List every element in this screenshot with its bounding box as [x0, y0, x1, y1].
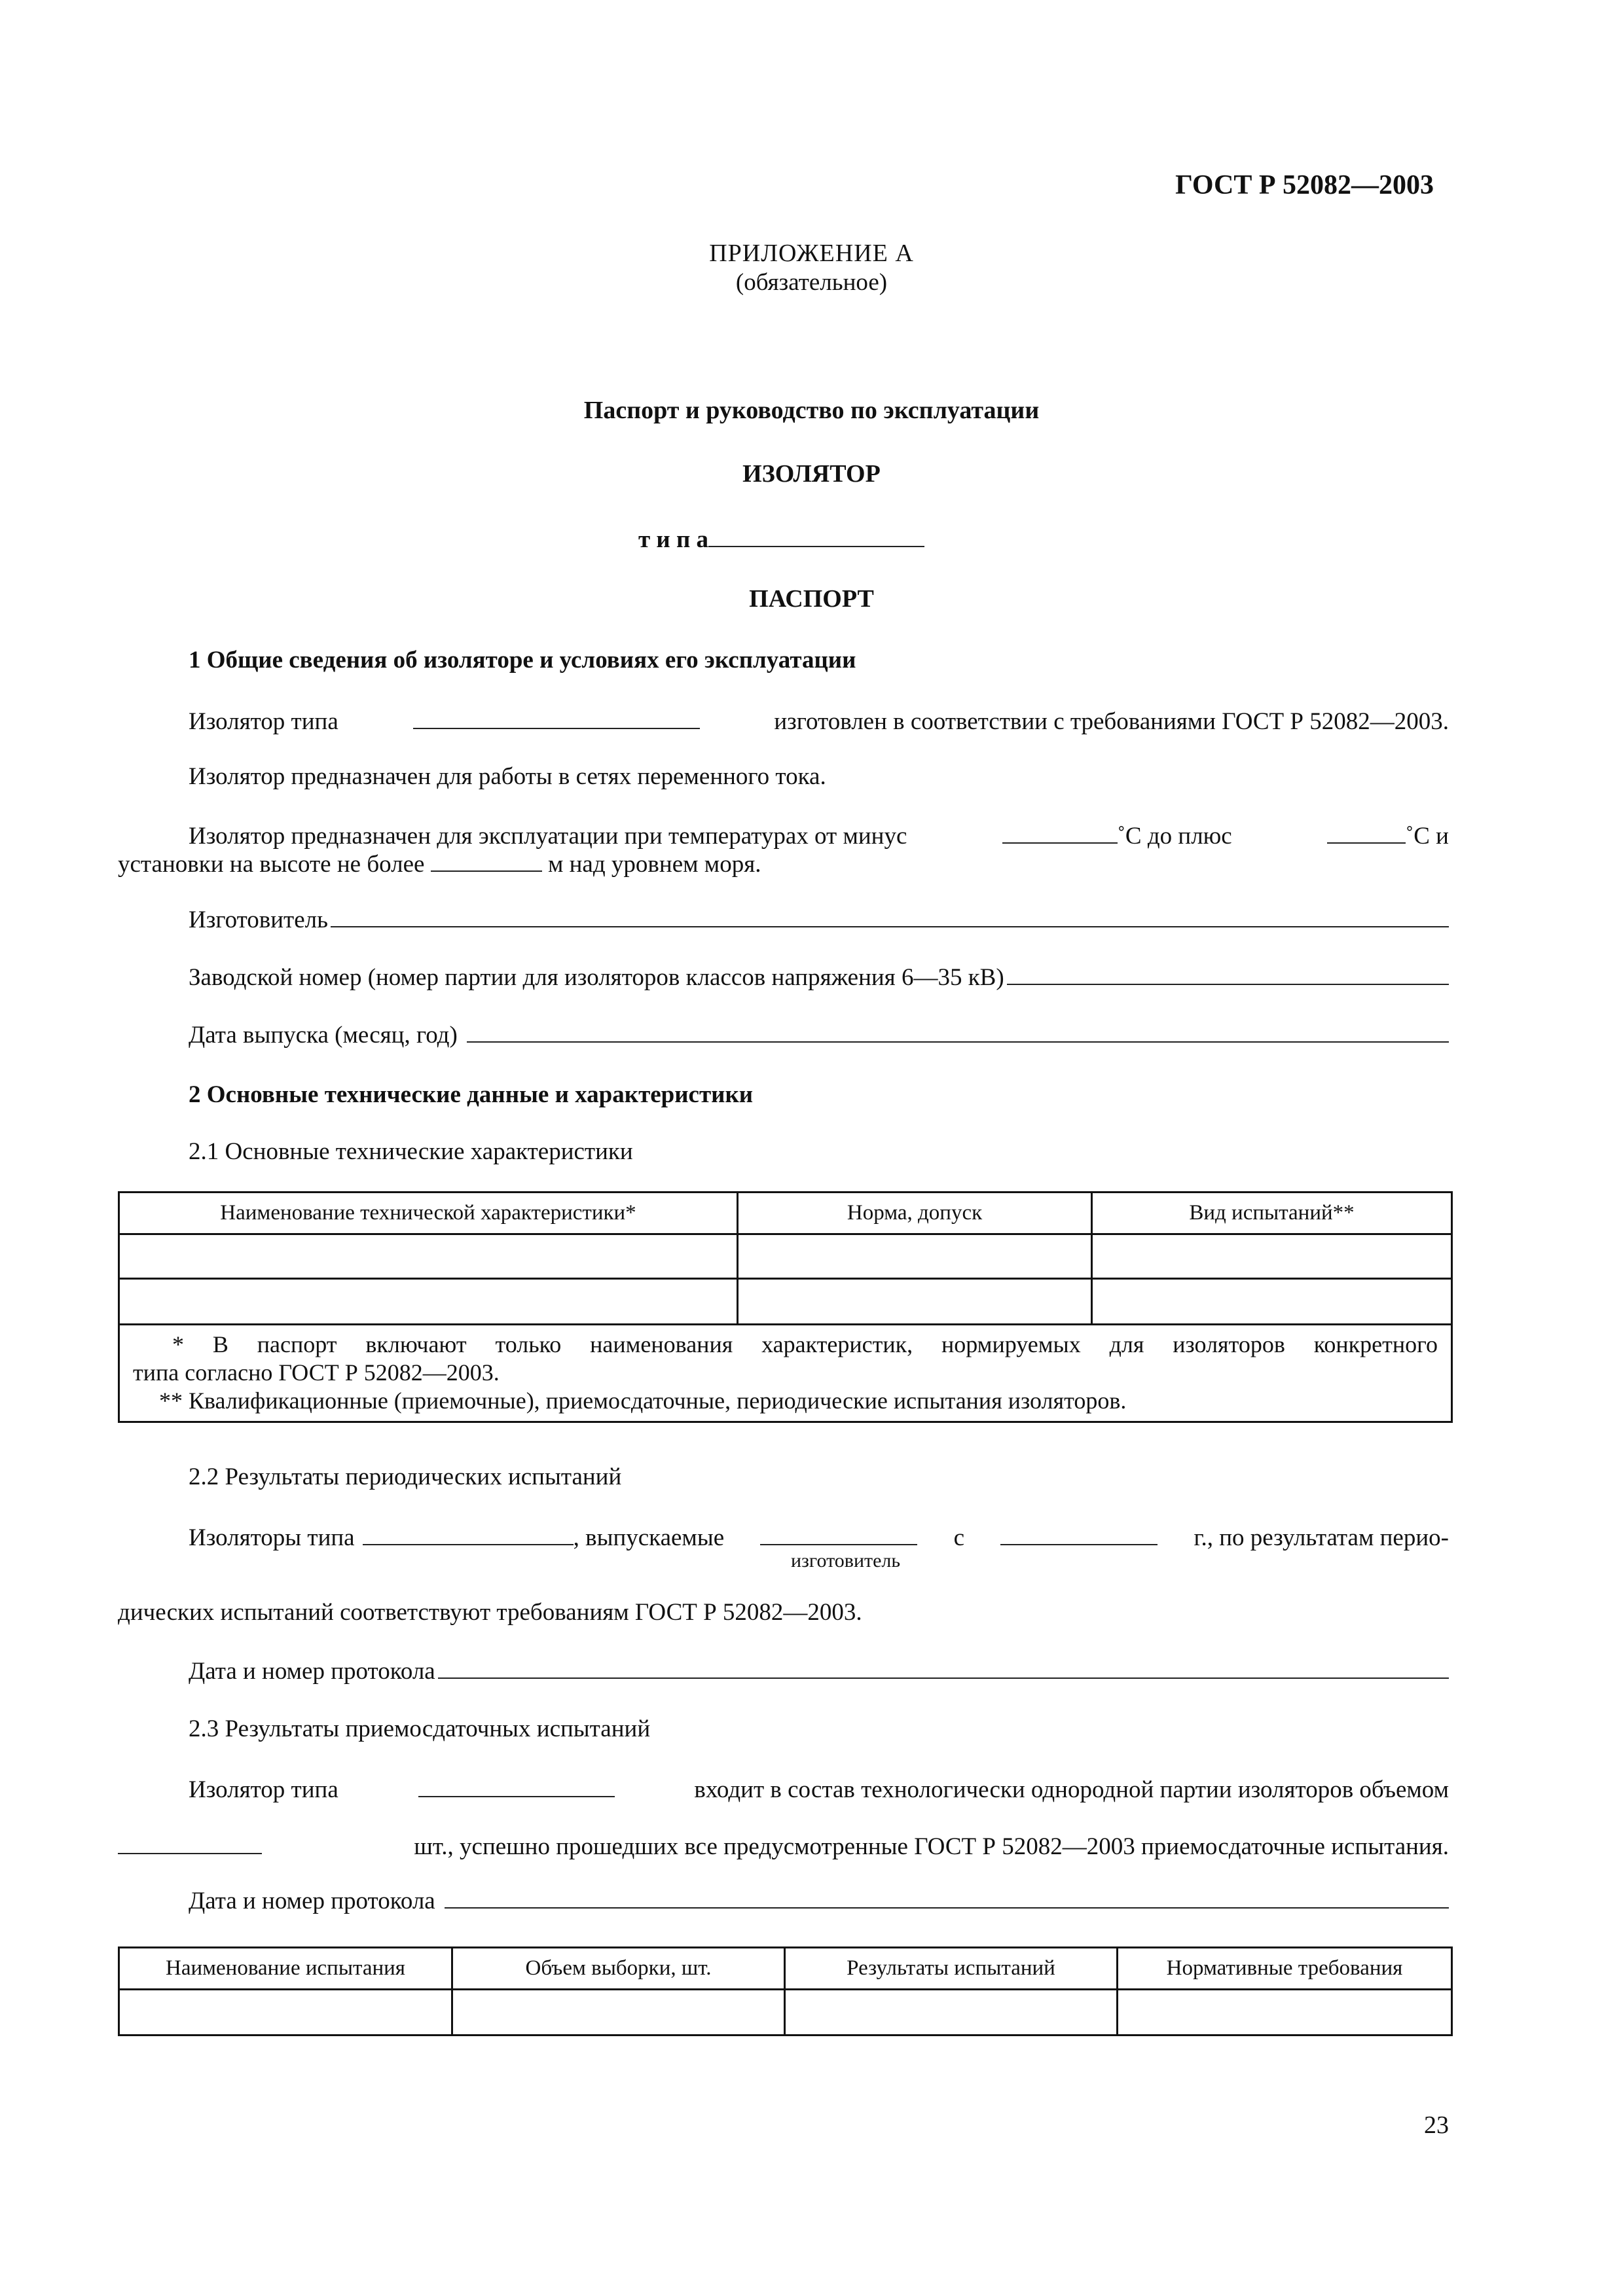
section1-paragraph2: Изолятор предназначен для работы в сетях переменного тока.: [189, 763, 826, 790]
table-header-cell: Наименование технической характеристики*: [119, 1193, 738, 1234]
section1-paragraph3-line1: [189, 820, 1449, 851]
since-date-blank[interactable]: [1000, 1522, 1158, 1545]
periodic-tests-line1: [189, 1522, 1449, 1552]
table-cell[interactable]: [119, 1279, 738, 1325]
technical-characteristics-table: [118, 1191, 1453, 1423]
p3-text-e: м над уровнем моря.: [547, 851, 761, 878]
product-name: ИЗОЛЯТОР: [742, 460, 881, 488]
temp-max-group: [1327, 820, 1449, 851]
temp-min-blank[interactable]: [1002, 820, 1118, 844]
temp-min-group: [1002, 820, 1232, 851]
manufacturer-field: [189, 906, 1449, 935]
p3-text-a: Изолятор предназначен для эксплуатации при температурах от минус: [189, 823, 907, 850]
section1-paragraph1: [189, 706, 1449, 736]
serial-number-field: [189, 963, 1449, 992]
table-cell[interactable]: [119, 1990, 452, 2036]
appendix-status: (обязательное): [735, 269, 888, 296]
p22-text-a: Изоляторы типа: [189, 1524, 355, 1551]
table-header-cell: Наименование испытания: [119, 1948, 452, 1990]
p22-text-d: г., по результатам перио-: [1194, 1524, 1449, 1551]
serial-number-label: Заводской номер (номер партии для изоляторов классов напряжения 6—35 кВ): [189, 964, 1004, 991]
release-date-label: Дата выпуска (месяц, год): [189, 1022, 458, 1049]
release-date-blank[interactable]: [467, 1022, 1449, 1043]
p3-text-d: установки на высоте не более: [118, 851, 425, 878]
serial-number-blank[interactable]: [1007, 964, 1449, 985]
table-header-cell: Нормативные требования: [1118, 1948, 1452, 1990]
manufacturer-label: Изготовитель: [189, 906, 328, 933]
p23-text-b: входит в состав технологически однородной партии изоляторов объемом: [694, 1776, 1449, 1803]
type-label: [638, 524, 924, 554]
manufacturer-blank[interactable]: [331, 906, 1449, 927]
passport-heading: ПАСПОРТ: [749, 585, 874, 613]
periodic-type-group: [189, 1522, 724, 1552]
p23-text-a: Изолятор типа: [189, 1776, 338, 1803]
protocol-blank-2[interactable]: [445, 1888, 1449, 1909]
p1-text-b: изготовлен в соответствии с требованиями ГОСТ Р 52082—2003.: [774, 708, 1449, 735]
table-row: [119, 1990, 1452, 2036]
acceptance-tests-line1: [189, 1774, 1449, 1804]
periodic-tests-line2: дических испытаний соответствуют требованиям ГОСТ Р 52082—2003.: [118, 1599, 862, 1626]
table-footnotes: [119, 1325, 1452, 1422]
footnote-1-line-2: типа согласно ГОСТ Р 52082—2003.: [133, 1359, 500, 1386]
p3-text-c: ˚С и: [1405, 823, 1449, 850]
altitude-blank[interactable]: [431, 848, 542, 872]
manufacturer-name-blank[interactable]: [760, 1522, 917, 1545]
table-cell[interactable]: [738, 1234, 1092, 1279]
table-cell[interactable]: [1092, 1234, 1452, 1279]
document-title: Паспорт и руководство по эксплуатации: [583, 397, 1040, 424]
table-header-row: [119, 1193, 1452, 1234]
protocol-label-2: Дата и номер протокола: [189, 1888, 435, 1914]
protocol-label-1: Дата и номер протокола: [189, 1658, 435, 1685]
batch-size-blank[interactable]: [118, 1831, 262, 1854]
periodic-type-blank[interactable]: [363, 1522, 574, 1545]
appendix-title: ПРИЛОЖЕНИЕ А: [709, 240, 914, 267]
p1-text-a: Изолятор типа: [189, 708, 338, 735]
manufacturer-caption: изготовитель: [791, 1550, 901, 1571]
section1-heading: 1 Общие сведения об изоляторе и условиях его эксплуатации: [189, 647, 856, 673]
table-cell[interactable]: [785, 1990, 1118, 2036]
type-label-text: т и п а: [638, 526, 709, 553]
protocol-field-2: [189, 1887, 1449, 1916]
table-header-cell: Результаты испытаний: [785, 1948, 1118, 1990]
table-header-cell: Норма, допуск: [738, 1193, 1092, 1234]
acceptance-tests-table: [118, 1946, 1453, 2036]
release-date-field: [189, 1021, 1449, 1050]
footnote-1-line-1: * В паспорт включают только наименования характеристик, нормируемых для изоляторов конкретного: [172, 1331, 1438, 1357]
table-row: [119, 1279, 1452, 1325]
subsection-2-2-heading: 2.2 Результаты периодических испытаний: [189, 1463, 622, 1490]
p3-text-b: ˚С до плюс: [1117, 823, 1232, 850]
p23-text-c: шт., успешно прошедших все предусмотренные ГОСТ Р 52082—2003 приемосдаточные испытания.: [414, 1833, 1449, 1860]
table-header-row: [119, 1948, 1452, 1990]
page-number: 23: [1424, 2111, 1449, 2139]
insulator-type-blank[interactable]: [413, 706, 700, 729]
section2-heading: 2 Основные технические данные и характеристики: [189, 1081, 754, 1108]
table-row: [119, 1234, 1452, 1279]
p22-text-c: с: [953, 1524, 965, 1551]
acceptance-type-blank[interactable]: [418, 1774, 615, 1797]
footnote-2: ** Квалификационные (приемочные), приемосдаточные, периодические испытания изоляторов.: [159, 1388, 1127, 1414]
subsection-2-3-heading: 2.3 Результаты приемосдаточных испытаний: [189, 1715, 651, 1742]
protocol-blank-1[interactable]: [438, 1658, 1449, 1679]
table-cell[interactable]: [1118, 1990, 1452, 2036]
table-header-cell: Объем выборки, шт.: [452, 1948, 785, 1990]
temp-max-blank[interactable]: [1327, 820, 1406, 844]
type-blank[interactable]: [708, 524, 924, 547]
table-cell[interactable]: [119, 1234, 738, 1279]
section1-paragraph3-line2: [118, 848, 761, 879]
subsection-2-1-heading: 2.1 Основные технические характеристики: [189, 1138, 633, 1165]
p22-text-b: , выпускаемые: [573, 1524, 725, 1551]
acceptance-tests-line2: [118, 1831, 1449, 1861]
table-cell[interactable]: [452, 1990, 785, 2036]
document-number: ГОСТ Р 52082—2003: [1175, 170, 1434, 200]
protocol-field-1: [189, 1657, 1449, 1686]
table-cell[interactable]: [738, 1279, 1092, 1325]
table-header-cell: Вид испытаний**: [1092, 1193, 1452, 1234]
table-footnote-row: [119, 1325, 1452, 1422]
table-cell[interactable]: [1092, 1279, 1452, 1325]
